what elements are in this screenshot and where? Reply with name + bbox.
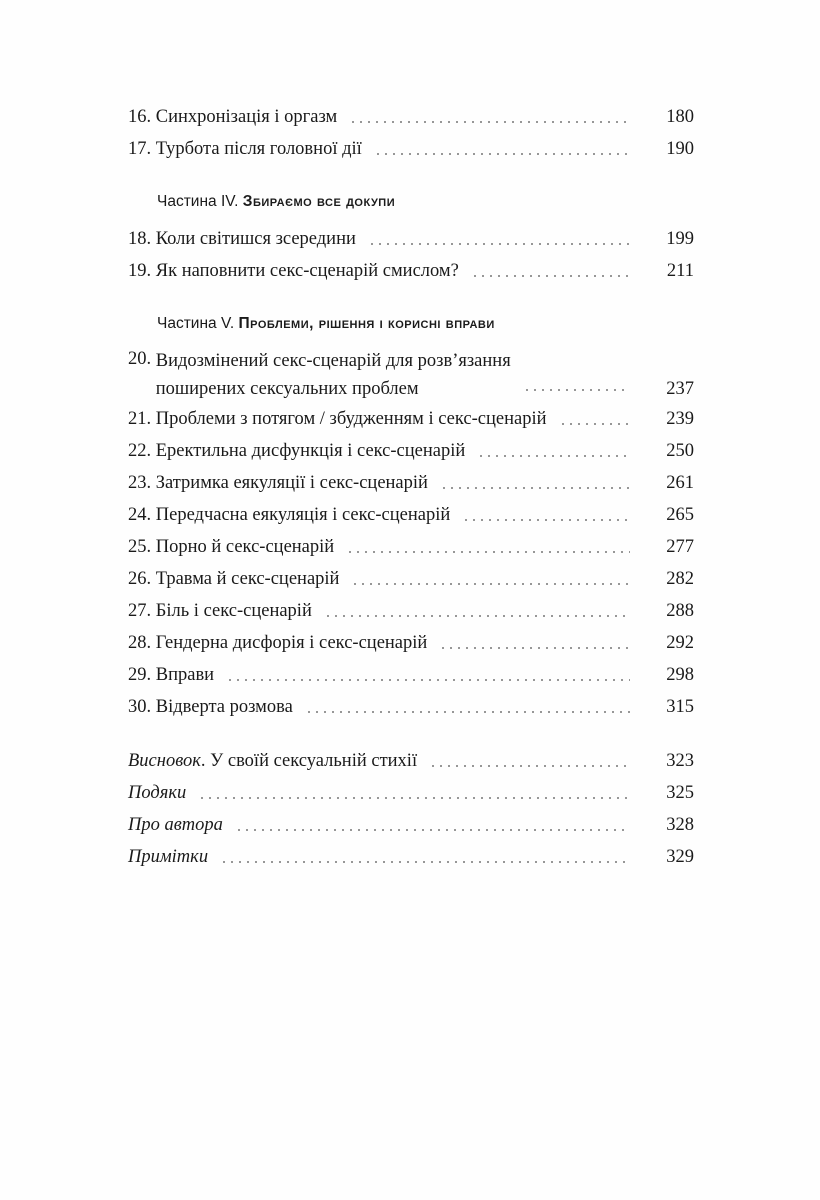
- chapter-title: Біль і секс-сценарій: [155, 601, 312, 621]
- toc-entry-notes[interactable]: [128, 841, 694, 873]
- toc-entry-24[interactable]: [128, 499, 694, 531]
- toc-entry-22[interactable]: [128, 435, 694, 467]
- dot-leader: [235, 809, 630, 841]
- page-number: 239: [666, 409, 694, 429]
- page-number: 325: [666, 783, 694, 803]
- page-number: 282: [666, 569, 694, 589]
- dot-leader: [368, 223, 630, 255]
- dot-leader: [351, 563, 630, 595]
- dot-leader: [226, 659, 630, 691]
- chapter-number: 17.: [128, 139, 156, 159]
- toc-entry-28[interactable]: [128, 627, 694, 659]
- page-number: 277: [666, 537, 694, 557]
- toc-entry-26[interactable]: [128, 563, 694, 595]
- toc-entry-21[interactable]: [128, 403, 694, 435]
- table-of-contents: [128, 101, 694, 873]
- toc-entry-16[interactable]: [128, 101, 694, 133]
- chapter-title: Проблеми з потягом / збудженням і секс-сценарій: [155, 409, 547, 429]
- page-number: 237: [666, 379, 694, 399]
- toc-entry-23[interactable]: [128, 467, 694, 499]
- chapter-title: Як наповнити секс-сценарій смислом?: [155, 261, 459, 281]
- dot-leader: [220, 841, 630, 873]
- part-title: Проблеми, рішення і корисні вправи: [238, 315, 495, 332]
- dot-leader: [429, 745, 630, 777]
- dot-leader: [305, 691, 630, 723]
- toc-entry-25[interactable]: [128, 531, 694, 563]
- toc-entry-19[interactable]: [128, 255, 694, 287]
- page-number: 315: [666, 697, 694, 717]
- toc-entry-18[interactable]: [128, 223, 694, 255]
- page-number: 261: [666, 473, 694, 493]
- part-label: Частина IV.: [157, 193, 243, 210]
- dot-leader: [559, 403, 631, 435]
- page-number: 323: [666, 751, 694, 771]
- section-label: Висновок: [128, 751, 201, 771]
- dot-leader: [462, 499, 630, 531]
- chapter-title: Травма й секс-сценарій: [155, 569, 340, 589]
- toc-entry-acknowledgments[interactable]: [128, 777, 694, 809]
- chapter-title: Відверта розмова: [155, 697, 293, 717]
- toc-entry-17[interactable]: [128, 133, 694, 165]
- section-label: Про автора: [128, 815, 223, 835]
- chapter-title: Еректильна дисфункція і секс-сценарій: [155, 441, 466, 461]
- chapter-number: 28.: [128, 633, 156, 653]
- chapter-number: 27.: [128, 601, 156, 621]
- chapter-number: 23.: [128, 473, 156, 493]
- section-label: Примітки: [128, 847, 209, 867]
- chapter-number: 22.: [128, 441, 156, 461]
- chapter-title: Вправи: [155, 665, 215, 685]
- chapter-number: 18.: [128, 229, 156, 249]
- dot-leader: [523, 371, 630, 403]
- chapter-number: 25.: [128, 537, 156, 557]
- chapter-number: 26.: [128, 569, 156, 589]
- dot-leader: [324, 595, 630, 627]
- chapter-title-line-1: Видозмінений секс-сценарій для розв’язання: [155, 351, 511, 371]
- chapter-title: Коли світишся зсередини: [155, 229, 356, 249]
- part-heading-5: [128, 309, 694, 339]
- toc-entry-about-author[interactable]: [128, 809, 694, 841]
- chapter-number: 21.: [128, 409, 156, 429]
- page-number: 180: [666, 107, 694, 127]
- page-number: 211: [666, 261, 694, 281]
- page-number: 329: [666, 847, 694, 867]
- toc-entry-conclusion[interactable]: [128, 745, 694, 777]
- chapter-title: Синхронізація і оргазм: [155, 107, 338, 127]
- page-number: 199: [666, 229, 694, 249]
- chapter-number: 29.: [128, 665, 156, 685]
- chapter-title: Гендерна дисфорія і секс-сценарій: [155, 633, 428, 653]
- dot-leader: [440, 467, 630, 499]
- dot-leader: [346, 531, 630, 563]
- section-label: Подяки: [128, 783, 187, 803]
- section-title: . У своїй сексуальній стихії: [200, 751, 418, 771]
- toc-entry-30[interactable]: [128, 691, 694, 723]
- chapter-number: 24.: [128, 505, 156, 525]
- dot-leader: [477, 435, 630, 467]
- dot-leader: [374, 133, 630, 165]
- chapter-title-line-2: поширених сексуальних проблем: [155, 379, 419, 399]
- chapter-title: Турбота після головної дії: [155, 139, 362, 159]
- page-number: 288: [666, 601, 694, 621]
- dot-leader: [198, 777, 630, 809]
- page-number: 265: [666, 505, 694, 525]
- page-number: 298: [666, 665, 694, 685]
- chapter-number: 16.: [128, 107, 156, 127]
- toc-entry-27[interactable]: [128, 595, 694, 627]
- page-number: 250: [666, 441, 694, 461]
- toc-entry-20[interactable]: [128, 345, 694, 403]
- dot-leader: [471, 255, 630, 287]
- chapter-number: 19.: [128, 261, 156, 281]
- chapter-title: Затримка еякуляції і секс-сценарій: [155, 473, 428, 493]
- dot-leader: [349, 101, 630, 133]
- chapter-title: Порно й секс-сценарій: [155, 537, 335, 557]
- page-number: 292: [666, 633, 694, 653]
- chapter-title: Передчасна еякуляція і секс-сценарій: [155, 505, 451, 525]
- part-title: Збираємо все докупи: [242, 193, 396, 210]
- part-heading-4: [128, 187, 694, 217]
- page-number: 328: [666, 815, 694, 835]
- toc-entry-29[interactable]: [128, 659, 694, 691]
- dot-leader: [439, 627, 630, 659]
- chapter-number: 20.: [128, 349, 156, 369]
- page-number: 190: [666, 139, 694, 159]
- chapter-number: 30.: [128, 697, 156, 717]
- part-label: Частина V.: [157, 315, 239, 332]
